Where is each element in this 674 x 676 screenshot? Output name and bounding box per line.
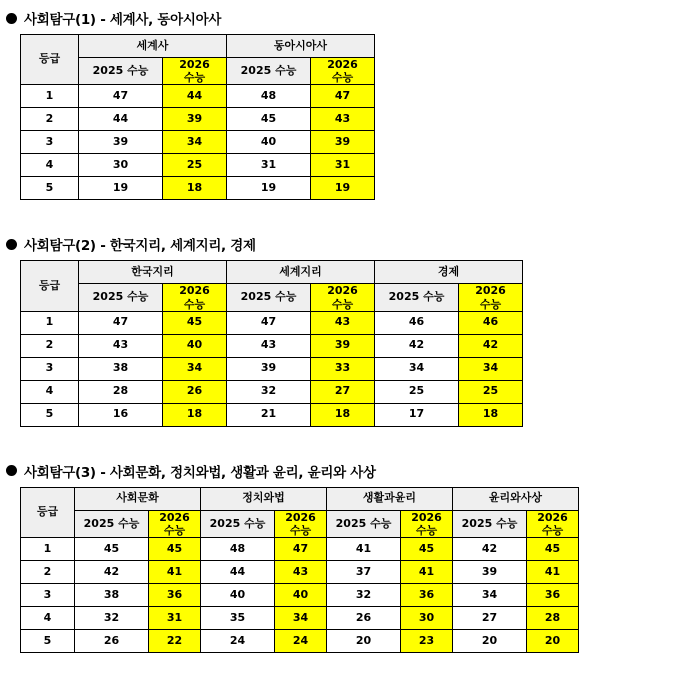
score-cell: 20	[327, 630, 401, 653]
score-cell: 39	[227, 357, 311, 380]
score-cell: 25	[375, 380, 459, 403]
score-cell: 19	[311, 177, 375, 200]
header-subject: 생활과윤리	[327, 487, 453, 510]
header-year-2026-line2: 수능	[331, 297, 354, 311]
header-year-2026-line1: 2026	[411, 510, 442, 524]
section-3-title-text: 사회탐구(3) - 사회문화, 정치와법, 생활과 윤리, 윤리와 사상	[24, 464, 376, 481]
score-cell: 43	[311, 311, 375, 334]
score-cell: 47	[275, 538, 327, 561]
header-year-2026-line2: 수능	[183, 71, 206, 85]
section-3-title	[6, 461, 674, 481]
score-cell: 46	[459, 311, 523, 334]
score-cell: 42	[375, 334, 459, 357]
header-year-2026-line2: 수능	[331, 71, 354, 85]
bullet-icon	[6, 13, 17, 24]
score-cell: 47	[227, 311, 311, 334]
score-cell: 18	[311, 403, 375, 426]
score-cell: 24	[275, 630, 327, 653]
score-cell: 35	[201, 607, 275, 630]
score-cell: 43	[311, 108, 375, 131]
table-header-row-subjects	[21, 35, 375, 58]
score-cell: 39	[453, 561, 527, 584]
score-cell: 37	[327, 561, 401, 584]
row-grade: 2	[21, 561, 75, 584]
table-row	[21, 561, 579, 584]
header-year-2026-line2: 수능	[541, 523, 564, 537]
header-grade: 등급	[21, 35, 79, 85]
score-cell: 31	[227, 154, 311, 177]
score-cell: 39	[79, 131, 163, 154]
score-cell: 25	[163, 154, 227, 177]
section-2-title-text: 사회탐구(2) - 한국지리, 세계지리, 경제	[24, 238, 256, 255]
header-year-2026-line2: 수능	[163, 523, 186, 537]
score-cell: 40	[227, 131, 311, 154]
score-cell: 16	[79, 403, 163, 426]
score-cell: 26	[163, 380, 227, 403]
header-year-2026	[459, 284, 523, 311]
score-cell: 25	[459, 380, 523, 403]
table-row	[21, 630, 579, 653]
score-cell: 45	[527, 538, 579, 561]
bullet-icon	[6, 465, 17, 476]
table-row	[21, 357, 523, 380]
header-year-2026-line2: 수능	[415, 523, 438, 537]
header-year-2026-line1: 2026	[327, 284, 358, 298]
row-grade: 1	[21, 85, 79, 108]
score-cell: 45	[227, 108, 311, 131]
score-cell: 36	[527, 584, 579, 607]
score-cell: 36	[401, 584, 453, 607]
header-year-2026	[527, 510, 579, 537]
score-cell: 34	[275, 607, 327, 630]
header-year-2025: 2025 수능	[201, 510, 275, 537]
header-year-2025: 2025 수능	[375, 284, 459, 311]
score-cell: 41	[327, 538, 401, 561]
section-social-studies-1	[0, 8, 674, 200]
table-row	[21, 403, 523, 426]
score-cell: 41	[149, 561, 201, 584]
table-row	[21, 154, 375, 177]
table-row	[21, 334, 523, 357]
bullet-icon	[6, 239, 17, 250]
document-page	[0, 8, 674, 653]
score-cell: 17	[375, 403, 459, 426]
score-cell: 23	[401, 630, 453, 653]
table-row	[21, 177, 375, 200]
score-cell: 39	[163, 108, 227, 131]
table-row	[21, 108, 375, 131]
score-cell: 18	[163, 403, 227, 426]
score-cell: 28	[527, 607, 579, 630]
score-cell: 40	[201, 584, 275, 607]
row-grade: 3	[21, 584, 75, 607]
score-cell: 26	[75, 630, 149, 653]
score-cell: 44	[163, 85, 227, 108]
row-grade: 2	[21, 334, 79, 357]
score-cell: 38	[75, 584, 149, 607]
score-cell: 31	[149, 607, 201, 630]
header-year-2025: 2025 수능	[453, 510, 527, 537]
score-cell: 46	[375, 311, 459, 334]
score-cell: 45	[75, 538, 149, 561]
header-subject: 윤리와사상	[453, 487, 579, 510]
score-cell: 19	[227, 177, 311, 200]
score-cell: 44	[79, 108, 163, 131]
score-cell: 27	[311, 380, 375, 403]
score-cell: 40	[163, 334, 227, 357]
table-row	[21, 311, 523, 334]
score-cell: 27	[453, 607, 527, 630]
score-cell: 33	[311, 357, 375, 380]
header-subject: 한국지리	[79, 261, 227, 284]
score-cell: 34	[375, 357, 459, 380]
score-cell: 41	[527, 561, 579, 584]
score-cell: 34	[453, 584, 527, 607]
score-cell: 19	[79, 177, 163, 200]
score-cell: 45	[163, 311, 227, 334]
row-grade: 4	[21, 607, 75, 630]
section-1-title	[6, 8, 674, 28]
table-header-row-years	[21, 510, 579, 537]
header-year-2025: 2025 수능	[327, 510, 401, 537]
header-year-2025: 2025 수능	[227, 284, 311, 311]
score-cell: 20	[453, 630, 527, 653]
score-cell: 30	[79, 154, 163, 177]
row-grade: 5	[21, 403, 79, 426]
header-year-2026-line2: 수능	[183, 297, 206, 311]
header-year-2025: 2025 수능	[79, 284, 163, 311]
score-cell: 24	[201, 630, 275, 653]
score-cell: 44	[201, 561, 275, 584]
header-year-2026	[401, 510, 453, 537]
table-header-row-subjects	[21, 487, 579, 510]
score-cell: 42	[75, 561, 149, 584]
score-cell: 48	[227, 85, 311, 108]
table-row	[21, 607, 579, 630]
score-cell: 42	[453, 538, 527, 561]
table-header-row-years	[21, 284, 523, 311]
header-year-2025: 2025 수능	[75, 510, 149, 537]
section-social-studies-2	[0, 234, 674, 426]
row-grade: 1	[21, 311, 79, 334]
header-year-2025: 2025 수능	[227, 58, 311, 85]
header-year-2026-line2: 수능	[289, 523, 312, 537]
score-cell: 47	[79, 85, 163, 108]
row-grade: 3	[21, 357, 79, 380]
grade-cut-table-3	[20, 487, 579, 653]
header-year-2026	[163, 58, 227, 85]
section-1-title-text: 사회탐구(1) - 세계사, 동아시아사	[24, 12, 222, 28]
score-cell: 45	[401, 538, 453, 561]
score-cell: 45	[149, 538, 201, 561]
header-year-2026	[311, 58, 375, 85]
section-2-title	[6, 234, 674, 254]
score-cell: 47	[79, 311, 163, 334]
score-cell: 26	[327, 607, 401, 630]
score-cell: 43	[227, 334, 311, 357]
row-grade: 4	[21, 154, 79, 177]
score-cell: 18	[163, 177, 227, 200]
section-social-studies-3	[0, 461, 674, 653]
grade-cut-table-1	[20, 34, 375, 200]
row-grade: 2	[21, 108, 79, 131]
score-cell: 47	[311, 85, 375, 108]
score-cell: 36	[149, 584, 201, 607]
score-cell: 40	[275, 584, 327, 607]
score-cell: 31	[311, 154, 375, 177]
score-cell: 41	[401, 561, 453, 584]
header-year-2026-line2: 수능	[479, 297, 502, 311]
table-row	[21, 584, 579, 607]
score-cell: 43	[79, 334, 163, 357]
score-cell: 39	[311, 334, 375, 357]
table-row	[21, 380, 523, 403]
score-cell: 32	[327, 584, 401, 607]
header-year-2026	[163, 284, 227, 311]
score-cell: 20	[527, 630, 579, 653]
score-cell: 34	[163, 357, 227, 380]
table-row	[21, 131, 375, 154]
header-year-2025: 2025 수능	[79, 58, 163, 85]
grade-cut-table-2	[20, 260, 523, 426]
header-subject: 경제	[375, 261, 523, 284]
row-grade: 1	[21, 538, 75, 561]
row-grade: 5	[21, 630, 75, 653]
header-year-2026-line1: 2026	[537, 510, 568, 524]
header-year-2026-line1: 2026	[285, 510, 316, 524]
score-cell: 38	[79, 357, 163, 380]
header-year-2026-line1: 2026	[179, 284, 210, 298]
score-cell: 32	[227, 380, 311, 403]
header-year-2026-line1: 2026	[179, 58, 210, 71]
row-grade: 3	[21, 131, 79, 154]
table-row	[21, 85, 375, 108]
header-year-2026-line1: 2026	[327, 58, 358, 71]
score-cell: 21	[227, 403, 311, 426]
score-cell: 39	[311, 131, 375, 154]
row-grade: 4	[21, 380, 79, 403]
score-cell: 18	[459, 403, 523, 426]
header-subject: 동아시아사	[227, 35, 375, 58]
score-cell: 22	[149, 630, 201, 653]
header-year-2026	[311, 284, 375, 311]
header-year-2026	[149, 510, 201, 537]
header-year-2026	[275, 510, 327, 537]
score-cell: 42	[459, 334, 523, 357]
header-subject: 사회문화	[75, 487, 201, 510]
score-cell: 32	[75, 607, 149, 630]
score-cell: 34	[459, 357, 523, 380]
score-cell: 34	[163, 131, 227, 154]
header-subject: 세계사	[79, 35, 227, 58]
score-cell: 30	[401, 607, 453, 630]
row-grade: 5	[21, 177, 79, 200]
header-grade: 등급	[21, 261, 79, 311]
header-subject: 세계지리	[227, 261, 375, 284]
header-year-2026-line1: 2026	[159, 510, 190, 524]
header-subject: 정치와법	[201, 487, 327, 510]
table-row	[21, 538, 579, 561]
table-header-row-subjects	[21, 261, 523, 284]
score-cell: 48	[201, 538, 275, 561]
header-year-2026-line1: 2026	[475, 284, 506, 298]
score-cell: 43	[275, 561, 327, 584]
header-grade: 등급	[21, 487, 75, 537]
score-cell: 28	[79, 380, 163, 403]
